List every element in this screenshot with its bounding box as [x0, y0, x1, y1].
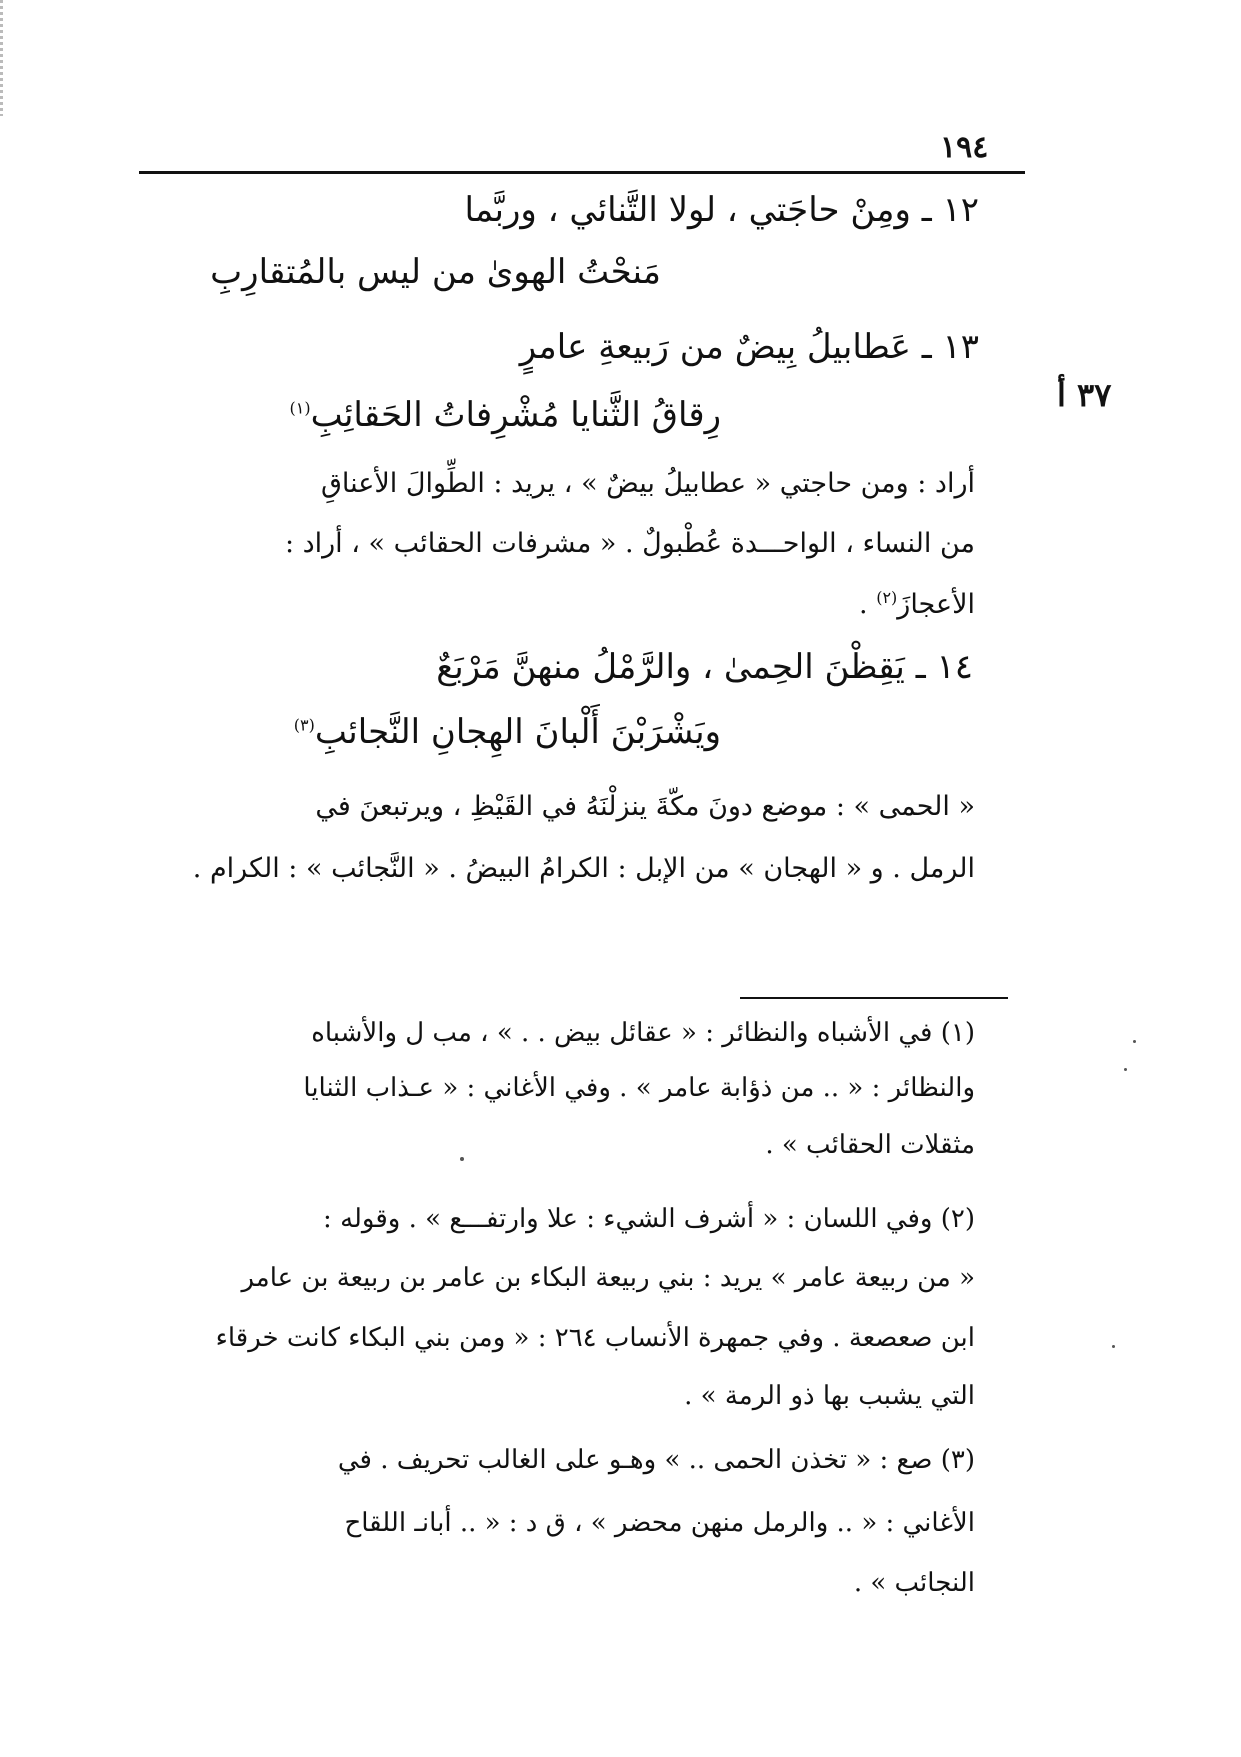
scan-speck	[1124, 1068, 1127, 1071]
footnote-3-line-3: النجائب » .	[853, 1568, 975, 1598]
commentary-1-line-1: أراد : ومن حاجتي « عطابيلُ بيضٌ » ، يريد : الطِّوالَ الأعناقِ	[320, 468, 975, 499]
footnote-1-line-3: مثقلات الحقائب » .	[765, 1130, 975, 1160]
verse-14-second-hemistich	[293, 712, 721, 752]
scan-speck	[1133, 1040, 1136, 1043]
commentary-1-line-3	[859, 590, 975, 618]
scan-speck	[1112, 1345, 1115, 1348]
commentary-1-word: الأعجازَ	[897, 589, 975, 620]
scan-speck	[460, 1157, 464, 1161]
footnote-1-line-1: (١) في الأشباه والنظائر : « عقائل بيض . . » ، مب ل والأشباه	[311, 1018, 975, 1048]
footnote-2-line-2: « من ربيعة عامر » يريد : بني ربيعة البكاء بن عامر بن ربيعة بن عامر	[241, 1263, 975, 1293]
verse-13-first-hemistich: ١٣ ـ عَطابيلُ بِيضٌ من رَبيعةِ عامرٍ	[519, 327, 979, 367]
footnote-ref-1: (١)	[289, 398, 311, 418]
commentary-1-end: .	[859, 589, 877, 620]
verse-14-first-hemistich: ١٤ ـ يَقِظْنَ الحِمىٰ ، والرَّمْلُ منهنَّ مَرْبَعٌ	[436, 647, 973, 687]
header-rule	[139, 171, 1025, 174]
footnote-3-line-2: الأغاني : « .. والرمل منهن محضر » ، ق د : « .. أبانـ اللقاح	[344, 1508, 975, 1538]
footnote-ref-2: (٢)	[876, 588, 898, 607]
scan-edge-artifact	[0, 0, 3, 116]
manuscript-folio-marker: ٣٧ أ	[1057, 376, 1112, 414]
verse-12-second-hemistich: مَنحْتُ الهوىٰ من ليس بالمُتقارِبِ	[210, 252, 661, 292]
verse-14-second-text: ويَشْرَبْنَ أَلْبانَ الهِجانِ النَّجائبِ	[314, 712, 721, 752]
footnote-2-line-4: التي يشبب بها ذو الرمة » .	[684, 1381, 975, 1411]
commentary-1-line-2: من النساء ، الواحـــدة عُطْبولٌ . « مشرفات الحقائب » ، أراد :	[284, 528, 975, 559]
footnote-ref-3: (٣)	[293, 715, 315, 735]
page-number: ١٩٤	[940, 130, 989, 165]
verse-13-second-hemistich	[289, 395, 721, 435]
footnote-2-line-1: (٢) وفي اللسان : « أشرف الشيء : علا وارتفـــع » . وقوله :	[323, 1204, 975, 1234]
commentary-2-line-2: الرمل . و « الهجان » من الإبل : الكرامُ البيضُ . « النَّجائب » : الكرام .	[192, 853, 975, 884]
verse-13-second-text: رِقاقُ الثَّنايا مُشْرِفاتُ الحَقائِبِ	[310, 395, 721, 435]
footnote-2-line-3: ابن صعصعة . وفي جمهرة الأنساب ٢٦٤ : « ومن بني البكاء كانت خرقاء	[215, 1323, 975, 1353]
footnote-3-line-1: (٣) صع : « تخذن الحمى .. » وهـو على الغالب تحريف . في	[337, 1445, 975, 1475]
footnote-1-line-2: والنظائر : « .. من ذؤابة عامر » . وفي الأغاني : « عـذاب الثنايا	[303, 1073, 975, 1103]
footnote-separator	[740, 997, 1008, 999]
commentary-2-line-1: « الحمى » : موضع دونَ مكّةَ ينزلْنَهُ في القَيْظِ ، ويرتبعنَ في	[315, 791, 975, 822]
verse-12-first-hemistich: ١٢ ـ ومِنْ حاجَتي ، لولا التَّنائي ، وربَّما	[464, 190, 979, 230]
